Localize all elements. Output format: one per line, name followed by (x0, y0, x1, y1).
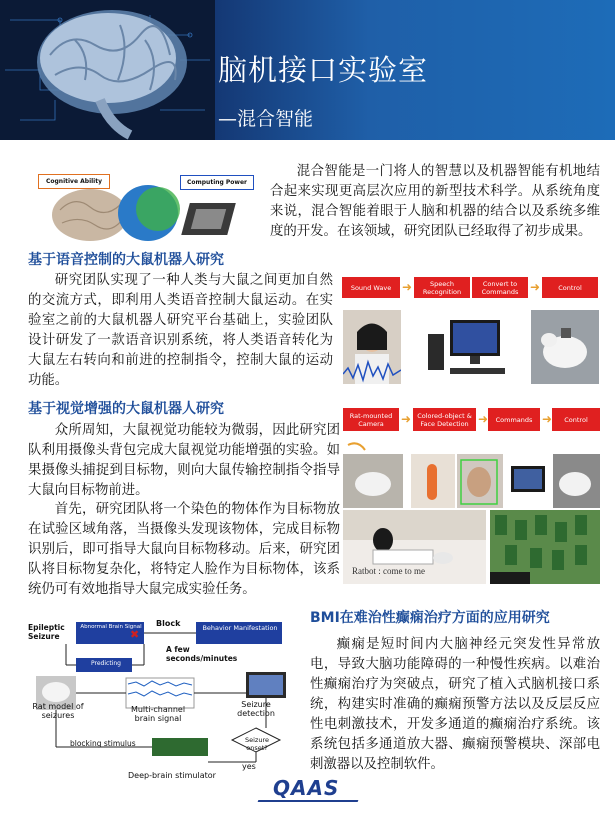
qaas-logo: QAAS (273, 776, 340, 800)
brain-circuit-image (0, 0, 215, 140)
diagram-rat: Rat model of seizures (32, 702, 84, 720)
computing-label: Computing Power (180, 175, 254, 190)
speaker-photo (343, 310, 401, 384)
flow-box-camera: Rat-mounted Camera (343, 408, 399, 431)
voice-text: 研究团队实现了一种人类与大鼠之间更加自然的交流方式，即利用人类语音控制大鼠运动。在实验室之前的大鼠机器人研究平台基础上，实验团队设计研发了一款语音识别系统，将人类语音转化为大鼠左右转向和前进的控制指令，控制大鼠的运动功能。 (28, 273, 333, 388)
vision-photos (343, 440, 600, 508)
flow-box-control: Control (542, 277, 598, 298)
diagram-few: A few seconds/minutes (166, 645, 238, 663)
page-title: 脑机接口实验室 (218, 53, 429, 87)
voice-section-title: 基于语音控制的大鼠机器人研究 (28, 252, 224, 268)
vision-text-2: 首先，研究团队将一个染色的物体作为目标物放在试验区域角落，当摄像头发现该物体，完成目标物识别后，即可指导大鼠向目标物移动。后来，研究团队将目标物复杂化，将特定人脸作为目标物体，该系统仍可有效地指导大鼠完成实验任务。 (28, 502, 340, 597)
diagram-yes: yes (242, 762, 256, 771)
bmi-text: 癫痫是短时间内大脑神经元突发性异常放电，导致大脑功能障碍的一种慢性疾病。以难治性癫痫治疗为突破点，研究了植入式脑机接口系统，构建实时准确的癫痫预警方法以及反层反应性电刺激技术，开发多通道的癫痫治疗系统。该系统包括多通道放大器、癫痫预警模块、深部电刺激器以及控制软件。 (310, 637, 600, 772)
flow-box-speech: Speech Recognition (414, 277, 470, 298)
flow-box-commands: Commands (488, 408, 540, 431)
vision-text-1: 众所周知，大鼠视觉功能较为微弱，因此研究团队利用摄像头背包完成大鼠视觉功能增强的实验。如果摄像头捕捉到目标物，则向大鼠传输控制指令指导大鼠向目标物前进。 (28, 423, 340, 498)
arrow-icon: ➜ (402, 280, 413, 294)
arrow-icon: ➜ (401, 412, 412, 426)
maze-photo (490, 510, 600, 584)
rat-photo (531, 310, 599, 384)
diagram-epileptic: Epileptic Seizure (28, 623, 65, 641)
diagram-predicting: Predicting (91, 660, 121, 667)
flow-box-convert: Convert to Commands (472, 277, 528, 298)
cognitive-label: Cognitive Ability (38, 174, 110, 189)
flow-box-sound: Sound Wave (342, 277, 400, 298)
diagram-block: Block (156, 619, 181, 628)
diagram-multichannel: Multi-channel brain signal (130, 705, 186, 723)
bmi-section-title: BMI在难治性癫痫治疗方面的应用研究 (310, 610, 550, 626)
arrow-icon: ➜ (530, 280, 541, 294)
diagram-behavior: Behavior Manifestation (202, 624, 278, 632)
computer-photo (410, 310, 525, 384)
diagram-abnormal: Abnormal Brain Signal (80, 624, 142, 630)
page-subtitle: —混合智能 (218, 108, 314, 130)
diagram-seizure-detection: Seizure detection (237, 700, 275, 718)
intro-text: 混合智能是一门将人的智慧以及机器智能有机地结合起来实现更高层次应用的新型技术科学。从系统角度来说，混合智能着眼于人脑和机器的结合以及系统多维度的开发。在该领域，研究团队已经取得了初步成果。 (270, 164, 600, 239)
logo-swoosh (258, 800, 359, 802)
svg-text:✖: ✖ (130, 628, 140, 641)
arrow-icon: ➜ (542, 412, 553, 426)
arrow-icon: ➜ (478, 412, 489, 426)
flow-box-detection: Colored-object & Face Detection (413, 408, 476, 431)
diagram-seizure-onset: Seizure onset? (245, 736, 269, 752)
vision-section-title: 基于视觉增强的大鼠机器人研究 (28, 401, 224, 417)
header-banner (0, 0, 615, 140)
diagram-blocking: blocking stimulus (70, 739, 136, 748)
diagram-stimulator: Deep-brain stimulator (128, 771, 216, 780)
flow-box-control-2: Control (552, 408, 600, 431)
ratbot-caption: Ratbot : come to me (352, 566, 425, 576)
